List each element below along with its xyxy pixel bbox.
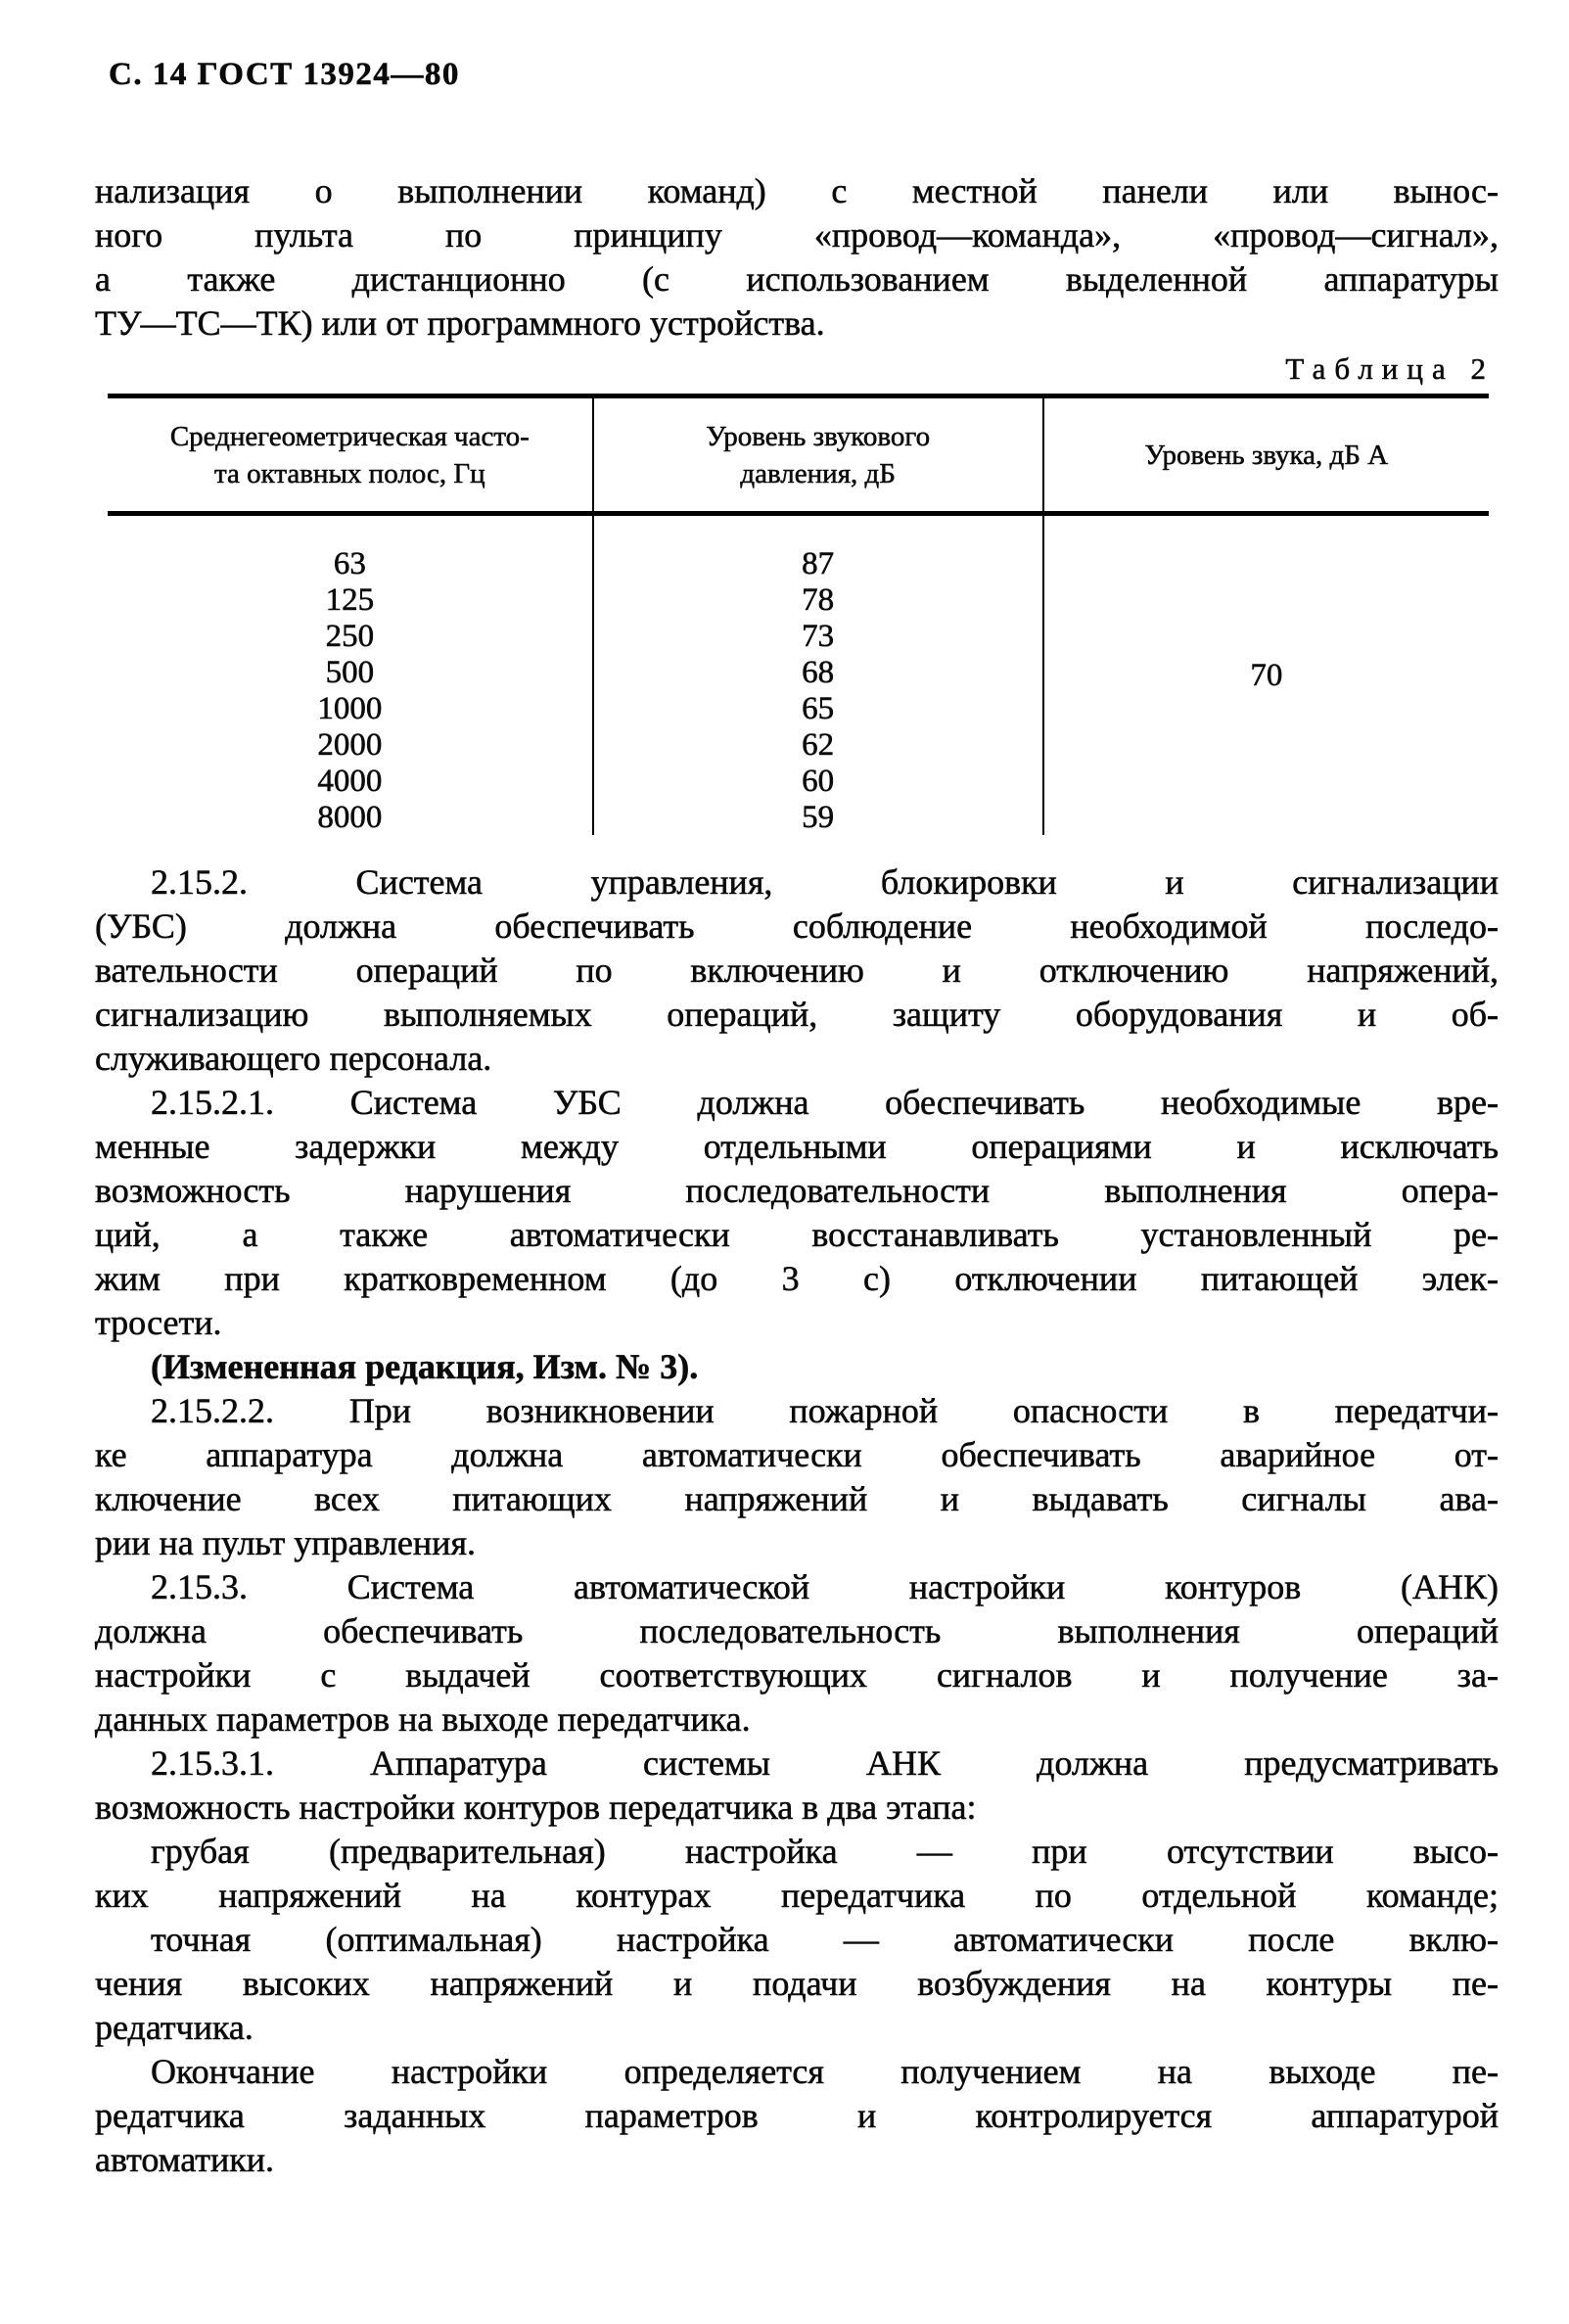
pressure-cell: 68 — [802, 655, 835, 690]
column-header-line: Уровень звука, дБ А — [1144, 439, 1389, 471]
noise-levels-table — [108, 394, 1489, 835]
text-line: грубая (предварительная) настройка — при отсутствии высо- — [151, 1832, 1499, 1871]
text-line: рии на пульт управления. — [95, 1523, 477, 1562]
text-line: чения высоких напряжений и подачи возбуждения на контуры пе- — [95, 1964, 1499, 2003]
frequency-cell: 63 — [333, 546, 366, 581]
text-line: автоматики. — [95, 2140, 274, 2179]
text-line: ций, а также автоматически восстанавливать установленный ре- — [95, 1215, 1499, 1254]
frequency-cell: 125 — [325, 582, 375, 618]
text-line: ких напряжений на контурах передатчика по отдельной команде; — [95, 1876, 1499, 1915]
frequency-column — [108, 516, 594, 835]
text-line: возможность настройки контуров передатчика в два этапа: — [95, 1788, 977, 1827]
pressure-cell: 60 — [802, 764, 835, 799]
text-line: настройки с выдачей соответствующих сигналов и получение за- — [95, 1655, 1499, 1695]
pressure-cell: 78 — [802, 582, 835, 618]
pressure-cell: 65 — [802, 691, 835, 726]
column-header-line: Уровень звукового — [706, 420, 931, 452]
text-line: (Измененная редакция, Изм. № 3). — [151, 1347, 699, 1386]
column-header-sound-level — [1044, 398, 1489, 511]
frequency-cell: 8000 — [317, 800, 383, 835]
text-line: вательности операций по включению и отключению напряжений, — [95, 951, 1499, 990]
table-caption: Таблица 2 — [1285, 351, 1495, 386]
text-line: (УБС) должна обеспечивать соблюдение необходимой последо- — [95, 906, 1499, 946]
text-line: ке аппаратура должна автоматически обеспечивать аварийное от- — [95, 1435, 1499, 1474]
text-line: ного пульта по принципу «провод—команда», «провод—сигнал», — [95, 215, 1499, 255]
text-line: ТУ—ТС—ТК) или от программного устройства. — [95, 303, 825, 343]
table-body — [108, 516, 1489, 835]
text-line: 2.15.3. Система автоматической настройки контуров (АНК) — [151, 1567, 1499, 1606]
column-header-line: та октавных полос, Гц — [213, 457, 485, 489]
pressure-cell: 59 — [802, 800, 835, 835]
text-line: жим при кратковременном (до 3 с) отключении питающей элек- — [95, 1259, 1499, 1298]
pressure-cell: 73 — [802, 619, 835, 654]
column-header-line: давления, дБ — [740, 457, 896, 489]
frequency-cell: 500 — [325, 655, 375, 690]
text-line: возможность нарушения последовательности выполнения опера- — [95, 1171, 1499, 1210]
text-line: менные задержки между отдельными операциями и исключать — [95, 1127, 1499, 1166]
text-line: Окончание настройки определяется получением на выходе пе- — [151, 2052, 1499, 2091]
text-line: 2.15.2.1. Система УБС должна обеспечивать необходимые вре- — [151, 1083, 1499, 1122]
text-line: 2.15.2. Система управления, блокировки и сигнализации — [151, 862, 1499, 902]
pressure-column — [594, 516, 1044, 835]
page-header: С. 14 ГОСТ 13924—80 — [109, 57, 460, 92]
column-header-frequency — [108, 398, 594, 511]
text-line: точная (оптимальная) настройка — автоматически после вклю- — [151, 1920, 1499, 1959]
frequency-cell: 4000 — [317, 764, 383, 799]
frequency-cell: 250 — [325, 619, 375, 654]
text-line: служивающего персонала. — [95, 1039, 492, 1078]
frequency-cell: 2000 — [317, 727, 383, 763]
text-line: 2.15.2.2. При возникновении пожарной опасности в передатчи- — [151, 1391, 1499, 1430]
text-line: данных параметров на выходе передатчика. — [95, 1699, 751, 1739]
column-header-pressure — [594, 398, 1044, 511]
body-paragraphs — [95, 860, 1499, 2182]
table-header-row — [108, 398, 1489, 516]
intro-paragraph — [95, 169, 1499, 346]
text-line: нализация о выполнении команд) с местной панели или вынос- — [95, 171, 1499, 210]
sound-level-column — [1044, 516, 1489, 835]
text-line: должна обеспечивать последовательность выполнения операций — [95, 1611, 1499, 1650]
pressure-cell: 87 — [802, 546, 835, 581]
text-line: 2.15.3.1. Аппаратура системы АНК должна предусматривать — [151, 1743, 1499, 1783]
text-line: редатчика заданных параметров и контролируется аппаратурой — [95, 2096, 1499, 2135]
text-line: тросети. — [95, 1303, 222, 1342]
text-line: ключение всех питающих напряжений и выдавать сигналы ава- — [95, 1479, 1499, 1518]
frequency-cell: 1000 — [317, 691, 383, 726]
text-line: сигнализацию выполняемых операций, защиту оборудования и об- — [95, 995, 1499, 1034]
text-line: а также дистанционно (с использованием выделенной аппаратуры — [95, 259, 1499, 299]
pressure-cell: 62 — [802, 727, 835, 763]
sound-level-value: 70 — [1250, 657, 1283, 693]
column-header-line: Среднегеометрическая часто- — [169, 420, 530, 452]
text-line: редатчика. — [95, 2008, 254, 2047]
